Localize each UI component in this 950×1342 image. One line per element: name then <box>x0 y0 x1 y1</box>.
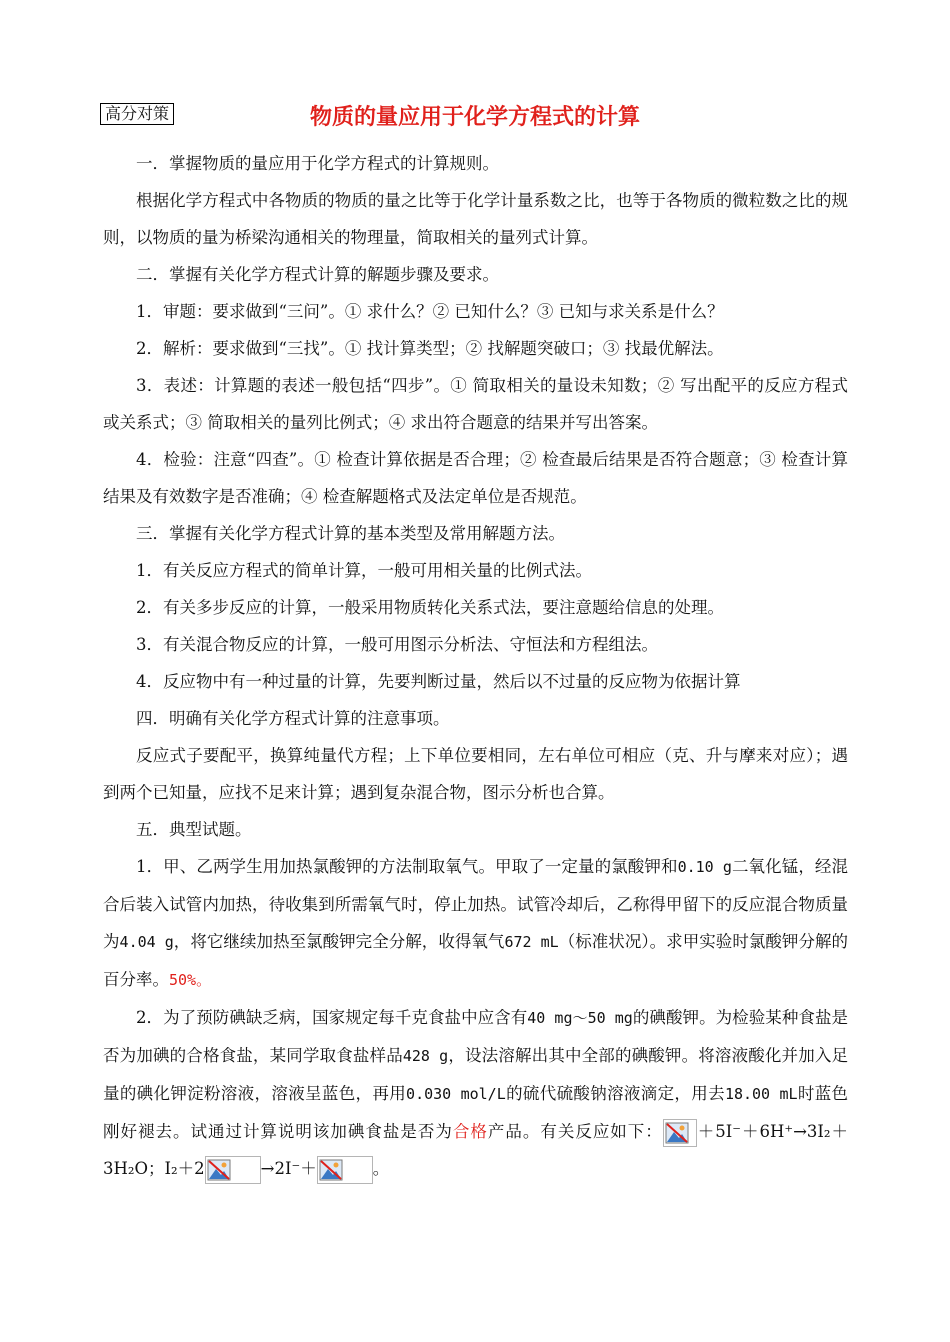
question-2 <box>103 999 848 1187</box>
q2-text: 的碘酸钾。为检验某种食盐是否为加碘的合格食盐，某同学取食盐样品 <box>103 1008 849 1065</box>
q2-equation: →2I⁻＋ <box>260 1159 317 1178</box>
paragraph: 1．审题：要求做到“三问”。① 求什么？② 已知什么？③ 已知与求关系是什么？ <box>136 302 724 321</box>
q2-text: ，设法溶解出其中全部的碘酸钾。将溶液酸化并加入足量的碘化钾淀粉溶液，溶液呈蓝色，再用 <box>103 1046 849 1103</box>
q1-value: 4.04 g <box>119 933 174 951</box>
paragraph: 2．解析：要求做到“三找”。① 找计算类型；② 找解题突破口；③ 找最优解法。 <box>136 339 724 358</box>
broken-image-icon <box>663 1119 697 1147</box>
q1-text: 1．甲、乙两学生用加热氯酸钾的方法制取氧气。甲取了一定量的氯酸钾和 <box>136 857 678 876</box>
q1-value: 0.10 g <box>677 858 732 876</box>
paragraph: 三．掌握有关化学方程式计算的基本类型及常用解题方法。 <box>136 524 565 543</box>
q2-value: 0.030 mol/L <box>406 1085 506 1103</box>
paragraph: 二．掌握有关化学方程式计算的解题步骤及要求。 <box>136 265 499 284</box>
question-1 <box>103 848 848 999</box>
paragraph: 一．掌握物质的量应用于化学方程式的计算规则。 <box>136 154 499 173</box>
q2-text: 2．为了预防碘缺乏病，国家规定每千克食盐中应含有 <box>136 1008 528 1027</box>
paragraph: 3．表述：计算题的表述一般包括“四步”。① 简取相关的量设未知数；② 写出配平的反应方程式或关系式；③ 简取相关的量列比例式；④ 求出符合题意的结果并写出答案。 <box>103 376 848 432</box>
paragraph: 4．检验：注意“四查”。① 检查计算依据是否合理；② 检查最后结果是否符合题意；③ 检查计算结果及有效数字是否准确；④ 检查解题格式及法定单位是否规范。 <box>103 450 848 506</box>
paragraph: 4．反应物中有一种过量的计算，先要判断过量，然后以不过量的反应物为依据计算 <box>136 672 741 691</box>
paragraph: 四．明确有关化学方程式计算的注意事项。 <box>136 709 450 728</box>
q2-value: 18.00 mL <box>724 1085 798 1103</box>
document-body <box>103 145 848 1187</box>
paragraph: 1．有关反应方程式的简单计算，一般可用相关量的比例式法。 <box>136 561 592 580</box>
q2-equation: ＋5I⁻＋6H⁺→3I₂＋3H₂O；I₂＋2 <box>103 1122 849 1178</box>
q1-answer: 50%。 <box>169 971 212 989</box>
broken-image-icon <box>317 1156 373 1184</box>
q1-value: 672 mL <box>504 933 559 951</box>
q1-text: 二氧化锰，经混合后装入试管内加热，待收集到所需氧气时，停止加热。试管冷却后，乙称得甲留下的反应混合物质量为 <box>103 857 849 951</box>
paragraph: 根据化学方程式中各物质的物质的量之比等于化学计量系数之比，也等于各物质的微粒数之比的规则，以物质的量为桥梁沟通相关的物理量，简取相关的量列式计算。 <box>103 191 848 247</box>
paragraph: 五．典型试题。 <box>136 820 252 839</box>
q1-text: ，将它继续加热至氯酸钾完全分解，收得氧气 <box>173 932 505 951</box>
q2-answer: 合格 <box>452 1122 488 1141</box>
broken-image-icon <box>205 1156 261 1184</box>
page-title: 物质的量应用于化学方程式的计算 <box>309 105 640 130</box>
q2-end: 。 <box>372 1159 390 1178</box>
paragraph: 反应式子要配平，换算纯量代方程；上下单位要相同，左右单位可相应（克、升与摩来对应）；遇到两个已知量，应找不足来计算；遇到复杂混合物，图示分析也合算。 <box>103 746 848 802</box>
q2-text: 产品。有关反应如下： <box>487 1122 663 1141</box>
paragraph: 2．有关多步反应的计算，一般采用物质转化关系式法，要注意题给信息的处理。 <box>136 598 724 617</box>
q1-text: （标准状况）。求甲实验时氯酸钾分解的百分率。 <box>103 932 849 989</box>
q2-value: 428 g <box>402 1047 449 1065</box>
paragraph: 3．有关混合物反应的计算，一般可用图示分析法、守恒法和方程组法。 <box>136 635 658 654</box>
q2-text: 的硫代硫酸钠溶液滴定，用去 <box>505 1084 725 1103</box>
q2-text: 时蓝色刚好褪去。试通过计算说明该加碘食盐是否为 <box>103 1084 849 1141</box>
section-label: 高分对策 <box>100 103 174 125</box>
q2-value: 40 mg～50 mg <box>527 1009 633 1027</box>
